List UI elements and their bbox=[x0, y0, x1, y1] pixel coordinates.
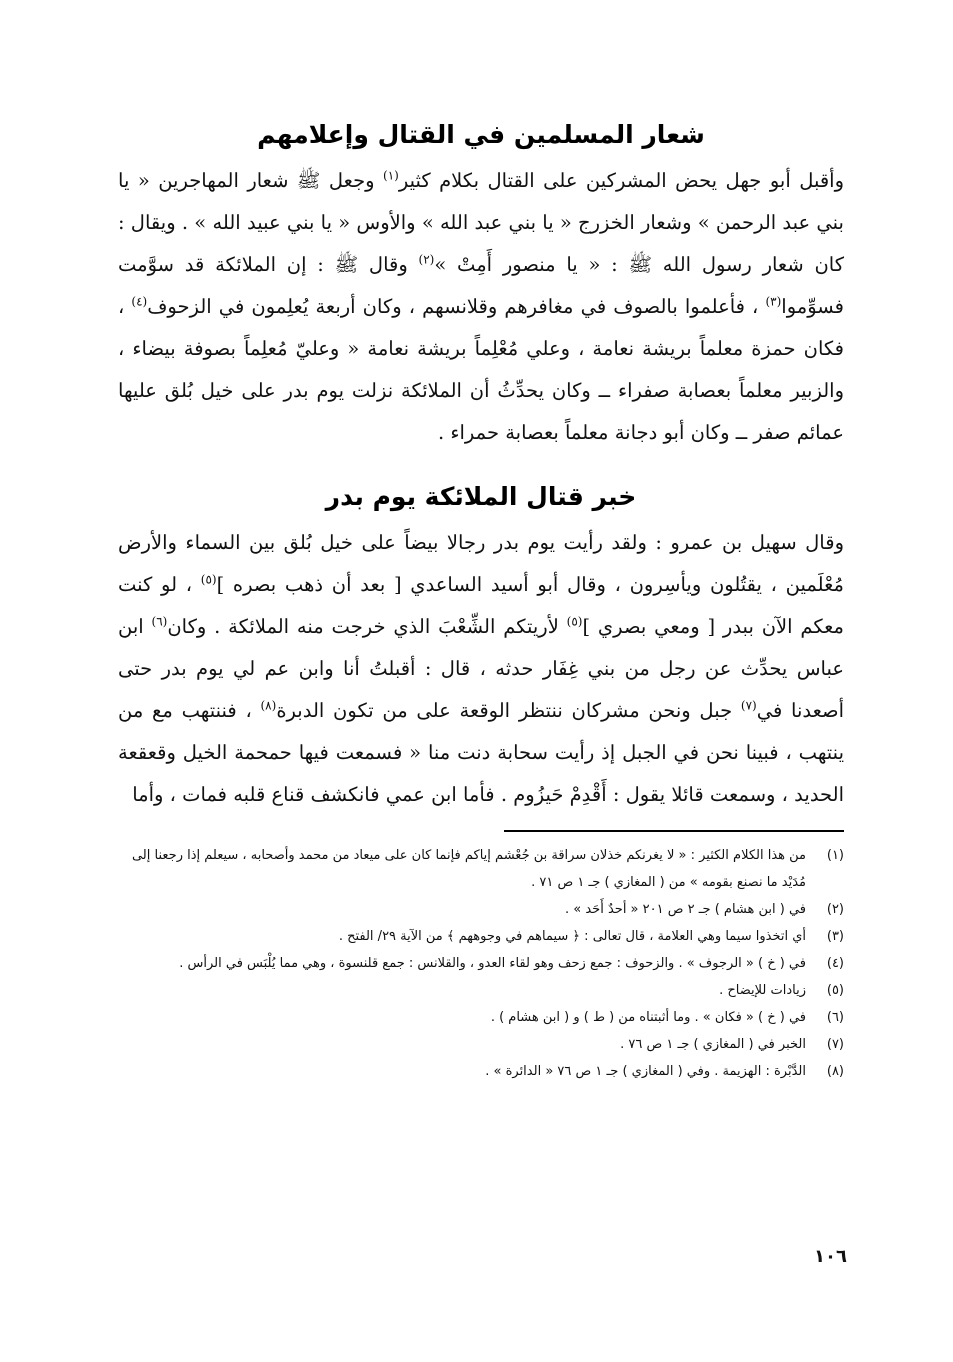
footnote-ref-2: (٢) bbox=[418, 252, 435, 267]
footnote-ref-5: (٥) bbox=[200, 572, 217, 587]
footnote-item: (٢) في ( ابن هشام ) جـ ٢ ص ٢٠١ « أحدٌ أَحَد » . bbox=[565, 902, 844, 917]
paragraph-slogans: وأقبل أبو جهل يحض المشركين على القتال بكلام كثير$^{(١)}$ وجعل ﷺ شعار المهاجرين « يا بني عبد الرحمن » وشعار الخزرج « يا بني عبد الله » والأوس « يا بني عبيد الله » . ويقال : كان شعار رسول الله ﷺ : « يا منصور أَمِتْ »$^{(٢)}$ وقال ﷺ : إن الملائكة قد سوَّمت فسوِّموا$^{(٣)}$ ، فأعلموا بالصوف في مغافرهم وقلانسهم ، وكان أربعة يُعلِمون في الزحوف$^{(٤)}$ ، فكان حمزة معلماً بريشة نعامة ، وعلي مُعْلِماً بريشة نعامة « وعليّ مُعلِماً بصوفة بيضاء ، والزبير معلماً بعصابة صفراء ــ وكان يحدِّثُ أن الملائكة نزلت يوم بدر على خيل بُلق عليها عمائم صفر ــ وكان أبو دجانة معلماً بعصابة حمراء . bbox=[118, 168, 845, 444]
footnote-ref-6: (٦) bbox=[151, 614, 168, 629]
footnote-item: (٧) الخبر في ( المغازي ) جـ ١ ص ٧٦ . bbox=[620, 1037, 844, 1052]
footnote-ref-7: (٧) bbox=[740, 698, 757, 713]
section-title-slogans: شعار المسلمين في القتال وإعلامهم bbox=[257, 120, 705, 149]
footnote-item: (٥) زيادات للإيضاح . bbox=[719, 983, 844, 998]
footnote-item: (٦) في ( خ ) « فكان » . وما أثبتناه من ( ط ) و ( ابن هشام ) . bbox=[490, 1010, 844, 1025]
footnote-item: (٣) أي اتخذوا سيما وهي العلامة ، قال تعالى : ﴿ سيماهم في وجوههم ﴾ من الآية ٢٩/ الفتح . bbox=[338, 929, 844, 944]
footnote-ref-5b: (٥) bbox=[566, 614, 583, 629]
book-page bbox=[118, 100, 844, 1085]
footnote-divider bbox=[504, 830, 844, 832]
footnotes bbox=[118, 842, 844, 1085]
footnote-ref-8: (٨) bbox=[260, 698, 277, 713]
section-title-angels: خبر قتال الملائكة يوم بدر bbox=[325, 482, 637, 511]
footnote-item: (١) من هذا الكلام الكثير : « لا يغرنكم خذلان سراقة بن جُعْشم إياكم فإنما كان على ميعاد من محمد وأصحابه ، سيعلم إذا رجعنا إلى مُدَيْد ما نصنع بقومه » من ( المغازي ) جـ ١ ص ٧١ . bbox=[131, 848, 844, 890]
paragraph-angels: وقال سهيل بن عمرو : ولقد رأيت يوم بدر رجالا بيضاً على خيل بُلق بين السماء والأرض مُعْلَمين ، يقتُلون ويأسِرون ، وقال أبو أسيد الساعدي [ بعد أن ذهب بصره ]$^{(٥)}$ ، لو كنت معكم الآن ببدر [ ومعي بصري ]$^{(٥)}$ لأريتكم الشِّعْبَ الذي خرجت منه الملائكة . وكان$^{(٦)}$ ابن عباس يحدِّث عن رجل من بني غِفَار حدثه ، قال : أقبلتُ أنا وابن عم لي يوم بدر حتى أصعدنا في$^{(٧)}$ جبل ونحن مشركان ننتظر الوقعة على من تكون الدبرة$^{(٨)}$ ، فننتهب مع من ينتهب ، فبينا نحن في الجبل إذ رأيت سحابة دنت منا « فسمعت فيها حمحمة الخيل وقعقعة الحديد ، وسمعت قائلا يقول : أَقْدِمْ حَيزُوم . فأما ابن عمي فانكشف قناع قلبه فمات ، وأما bbox=[118, 531, 845, 806]
footnote-ref-1: (١) bbox=[383, 168, 399, 183]
footnote-ref-4: (٤) bbox=[131, 294, 148, 309]
footnote-item: (٨) الدَّبْرة : الهزيمة . وفي ( المغازي ) جـ ١ ص ٧٦ « الدائرة » . bbox=[485, 1064, 844, 1079]
footnote-item: (٤) في ( خ ) « الرجوف » . والزحوف : جمع زحف وهو لقاء العدو ، والقلانس : جمع قلنسوة ، وهي مما يُلْبَس في الرأس . bbox=[179, 956, 844, 971]
page-number: ١٠٦ bbox=[814, 1246, 847, 1267]
footnote-ref-3: (٣) bbox=[765, 294, 782, 309]
